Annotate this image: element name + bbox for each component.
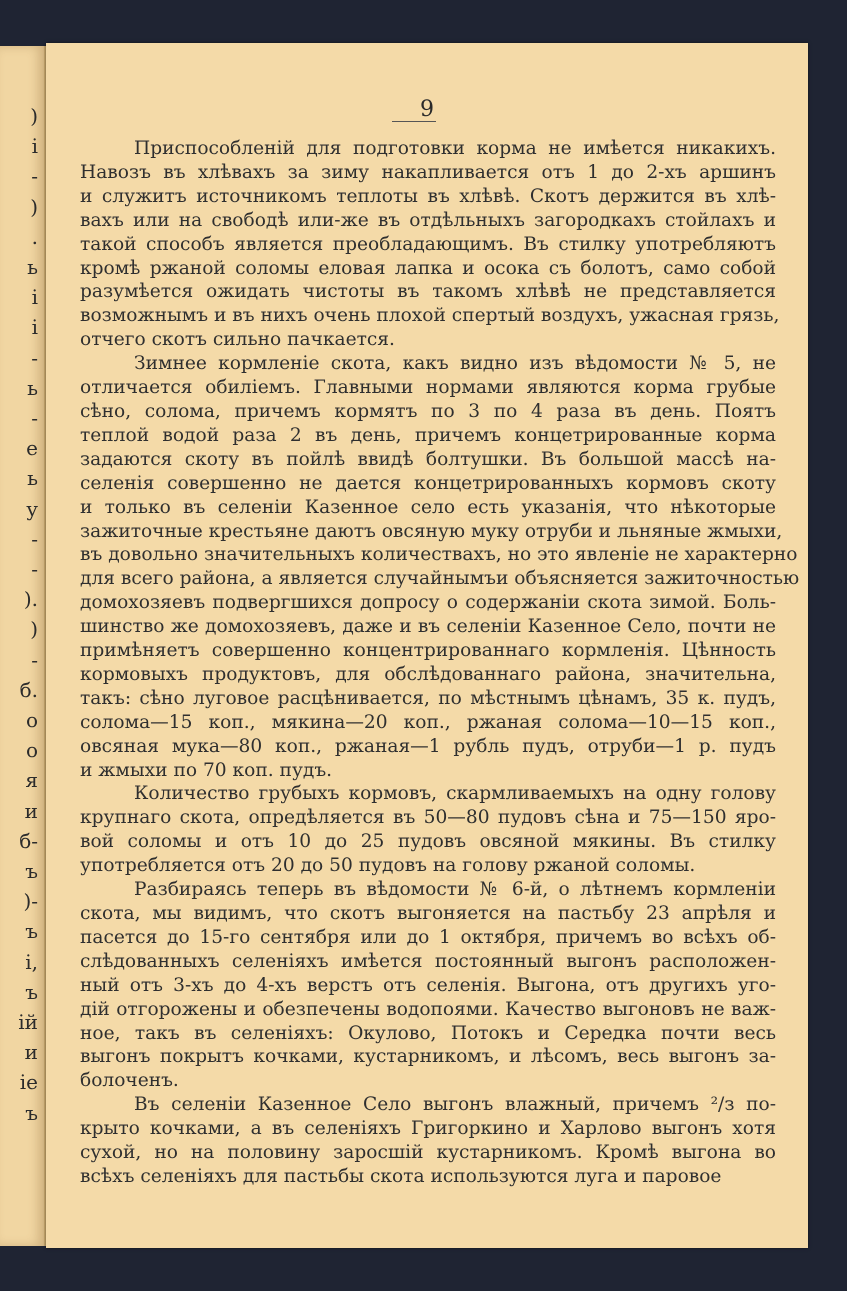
left-page-fragment: - [31, 526, 38, 551]
left-page-fragment: - [31, 406, 38, 430]
text-line: крыто кочками, а въ селеніяхъ Григоркино и Харлово выгонъ хотя [80, 1118, 776, 1140]
text-line: и только въ селеніи Казенное село есть указанія, что нѣкоторые [80, 496, 776, 518]
left-page-fragment: ъ [25, 919, 38, 944]
text-line: солома—15 коп., мякина—20 коп., ржаная солома—10—15 коп., [80, 711, 776, 733]
text-line: возможнымъ и въ нихъ очень плохой спертый воздухъ, ужасная грязь, [80, 305, 780, 327]
left-page-fragment: ь [27, 375, 38, 400]
text-line: сѣно, солома, причемъ кормятъ по 3 по 4 раза въ день. Поятъ [80, 400, 776, 422]
left-page-fragment: б. [19, 677, 38, 702]
left-page-fragment: о [25, 708, 38, 732]
text-line: разумѣется ожидать чистоты въ такомъ хлѣвѣ не представляется [80, 281, 776, 303]
left-page-fragment: - [31, 345, 38, 370]
left-page-fragment: - [31, 557, 38, 581]
left-page-fragment: и [24, 798, 38, 823]
left-page-fragment: - [31, 164, 38, 189]
text-line: для всего района, а является случайнымъи объясняется зажиточностью [80, 568, 800, 590]
text-line: всѣхъ селеніяхъ для пастьбы скота используются луга и паровое [80, 1165, 722, 1187]
left-page-fragment: е [26, 436, 38, 461]
left-page-fragment: ) [30, 194, 38, 219]
text-line: пасется до 15-го сентября или до 1 октября, причемъ во всѣхъ об- [80, 926, 776, 948]
left-page-fragment: ъ [25, 859, 38, 883]
text-line: употребляется отъ 20 до 50 пудовъ на голову ржаной соломы. [80, 855, 696, 877]
left-page-fragment: я [25, 768, 38, 793]
text-line: ное, такъ въ селеніяхъ: Окулово, Потокъ и Середка почти весь [80, 1022, 776, 1044]
left-page-fragment: . [31, 224, 38, 249]
left-page-fragment: б- [19, 828, 38, 853]
left-page-fragment: i [31, 134, 38, 159]
text-line: отличается обиліемъ. Главными нормами являются корма грубые [80, 377, 776, 399]
text-line: Зимнее кормленіе скота, какъ видно изъ вѣдомости № 5, не [134, 353, 776, 375]
text-line: такъ: сѣно луговое расцѣнивается, по мѣстнымъ цѣнамъ, 35 к. пудъ, [80, 687, 776, 709]
left-page-fragment: ь [27, 466, 38, 491]
text-line: такой способъ является преобладающимъ. Въ стилку употребляютъ [80, 233, 776, 255]
left-page-fragment: ) [30, 104, 38, 128]
text-line: Разбираясь теперь въ вѣдомости № 6-й, о лѣтнемъ кормленіи [134, 879, 776, 901]
text-line: примѣняетъ совершенно концентрированнаго кормленія. Цѣнность [80, 640, 776, 662]
text-line: шинство же домохозяевъ, даже и въ селеніи Казенное Село, почти не [80, 616, 776, 638]
left-page-fragment: и [24, 1040, 38, 1065]
left-page-fragment: ъ [25, 979, 38, 1004]
body-text [80, 137, 800, 1189]
text-line: Въ селеніи Казенное Село выгонъ влажный, причемъ ²/з по- [134, 1094, 776, 1116]
text-line: теплой водой раза 2 въ день, причемъ концетрированные корма [80, 424, 776, 446]
left-page-fragment: і, [25, 949, 38, 974]
text-line: и служитъ источникомъ теплоты въ хлѣвѣ. Скотъ держится въ хлѣ- [80, 185, 776, 207]
text-line: кормовыхъ продуктовъ, для обслѣдованнаго района, значительна, [80, 663, 776, 685]
left-page-fragment: ) [30, 617, 38, 642]
text-line: слѣдованныхъ селеніяхъ имѣется постоянный выгонъ расположен- [80, 950, 776, 972]
left-page-fragment: ій [18, 1010, 38, 1034]
text-line: отчего скотъ сильно пачкается. [80, 329, 395, 351]
left-page-fragment: іе [19, 1070, 38, 1095]
text-line: скота, мы видимъ, что скотъ выгоняется на пастьбу 23 апрѣля и [80, 903, 776, 924]
page-number-rule [392, 121, 436, 122]
text-line: овсяная мука—80 коп., ржаная—1 рубль пудъ, отруби—1 р. пудъ [80, 735, 776, 757]
left-page-fragment: - [31, 647, 38, 672]
page [46, 43, 808, 1248]
left-page-fragment: i [31, 315, 38, 340]
text-line: селенія совершенно не дается концетрированныхъ кормовъ скоту [80, 472, 776, 494]
text-line: вахъ или на свободѣ или-же въ отдѣльныхъ загородкахъ стойлахъ и [80, 209, 776, 231]
text-line: домохозяевъ подвергшихся допросу о содержаніи скота зимой. Боль- [80, 592, 776, 614]
left-page-edge [0, 46, 46, 1246]
text-line: въ довольно значительныхъ количествахъ, но это явленіе не характерно [80, 544, 798, 566]
text-line: сухой, но на половину заросшій кустарникомъ. Кромѣ выгона во [80, 1142, 776, 1164]
text-line: Навозъ въ хлѣвахъ за зиму накапливается отъ 1 до 2-хъ аршинъ [80, 161, 776, 183]
text-line: крупнаго скота, опредѣляется въ 50—80 пудовъ сѣна и 75—150 яро- [80, 807, 776, 829]
text-line: вой соломы и отъ 10 до 25 пудовъ овсяной мякины. Въ стилку [80, 831, 776, 853]
text-line: зажиточные крестьяне даютъ овсяную муку отруби и льняные жмыхи, [80, 520, 783, 542]
text-line: выгонъ покрытъ кочками, кустарникомъ, и лѣсомъ, весь выгонъ за- [80, 1046, 776, 1068]
left-page-fragment: )- [23, 889, 38, 914]
text-line: и жмыхи по 70 коп. пудъ. [80, 759, 333, 781]
left-page-fragment: ь [27, 255, 38, 279]
text-line: задаются скоту въ пойлѣ ввидѣ болтушки. Въ большой массѣ на- [80, 448, 776, 470]
left-page-fragment: i [31, 285, 38, 310]
text-line: Приспособленій для подготовки корма не имѣется никакихъ. [134, 138, 776, 159]
left-page-fragment: ). [23, 587, 38, 612]
text-line: дій отгорожены и обезпечены водопоями. Качество выгоновъ не важ- [80, 998, 776, 1020]
text-line: кромѣ ржаной соломы еловая лапка и осока съ болотъ, само собой [80, 257, 776, 279]
text-line: ный отъ 3-хъ до 4-хъ верстъ отъ селенія. Выгона, отъ другихъ уго- [80, 974, 776, 996]
text-line: Количество грубыхъ кормовъ, скармливаемыхъ на одну голову [134, 783, 776, 805]
page-number: 9 [420, 97, 434, 122]
left-page-fragment: ъ [25, 1100, 38, 1125]
left-page-fragment: о [25, 738, 38, 763]
left-page-fragment: у [26, 496, 38, 521]
text-line: болоченъ. [80, 1070, 179, 1092]
